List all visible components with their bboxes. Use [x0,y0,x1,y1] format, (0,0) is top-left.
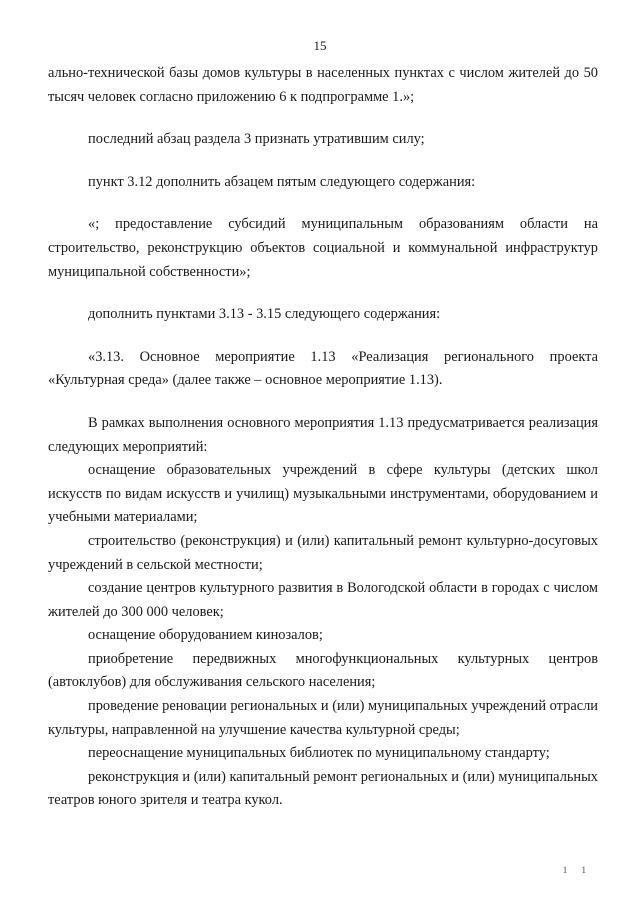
paragraph-5: дополнить пунктами 3.13 - 3.15 следующего содержания: [88,306,441,323]
paragraph-12: приобретение передвижных многофункциональных культурных центров (автоклубов) для обслуживания сельского населения; [48,650,598,691]
document-body [48,62,598,813]
paragraph-3: пункт 3.12 дополнить абзацем пятым следующего содержания: [88,173,476,190]
paragraph-13: проведение реновации региональных и (или) муниципальных учреждений отрасли культуры, направленной на улучшение качества культурной среды; [48,698,598,738]
paragraph-14: переоснащение муниципальных библиотек по муниципальному стандарту; [88,745,550,762]
paragraph-15: реконструкция и (или) капитальный ремонт региональных и (или) муниципальных театров юного зрителя и театра кукол. [48,768,598,809]
paragraph-9: строительство (реконструкция) и (или) капитальный ремонт культурно-досуговых учреждений в сельской местности; [48,532,598,573]
footer-mark: 1 1 [562,865,592,875]
paragraph-6: «3.13. Основное мероприятие 1.13 «Реализация регионального проекта «Культурная среда» (далее также – основное мероприятие 1.13). [48,348,598,389]
paragraph-10: создание центров культурного развития в Вологодской области в городах с числом жителей до 300 000 человек; [48,580,598,620]
paragraph-2: последний абзац раздела 3 признать утратившим силу; [88,131,425,148]
page-number: 15 [313,38,327,53]
paragraph-4: «; предоставление субсидий муниципальным образованиям области на строительство, реконструкцию объектов социальной и коммунальной инфраструктур муниципальной собственности»; [48,216,598,280]
paragraph-8: оснащение образовательных учреждений в сфере культуры (детских школ искусств по видам искусств и училищ) музыкальными инструментами, оборудованием и учебными материалами; [48,462,598,526]
paragraph-7: В рамках выполнения основного мероприятия 1.13 предусматривается реализация следующих мероприятий: [48,414,598,455]
paragraph-11: оснащение оборудованием кинозалов; [88,627,323,644]
paragraph-1: ально-технической базы домов культуры в населенных пунктах с числом жителей до 50 тысяч человек согласно приложению 6 к подпрограмме 1.»; [48,65,598,105]
